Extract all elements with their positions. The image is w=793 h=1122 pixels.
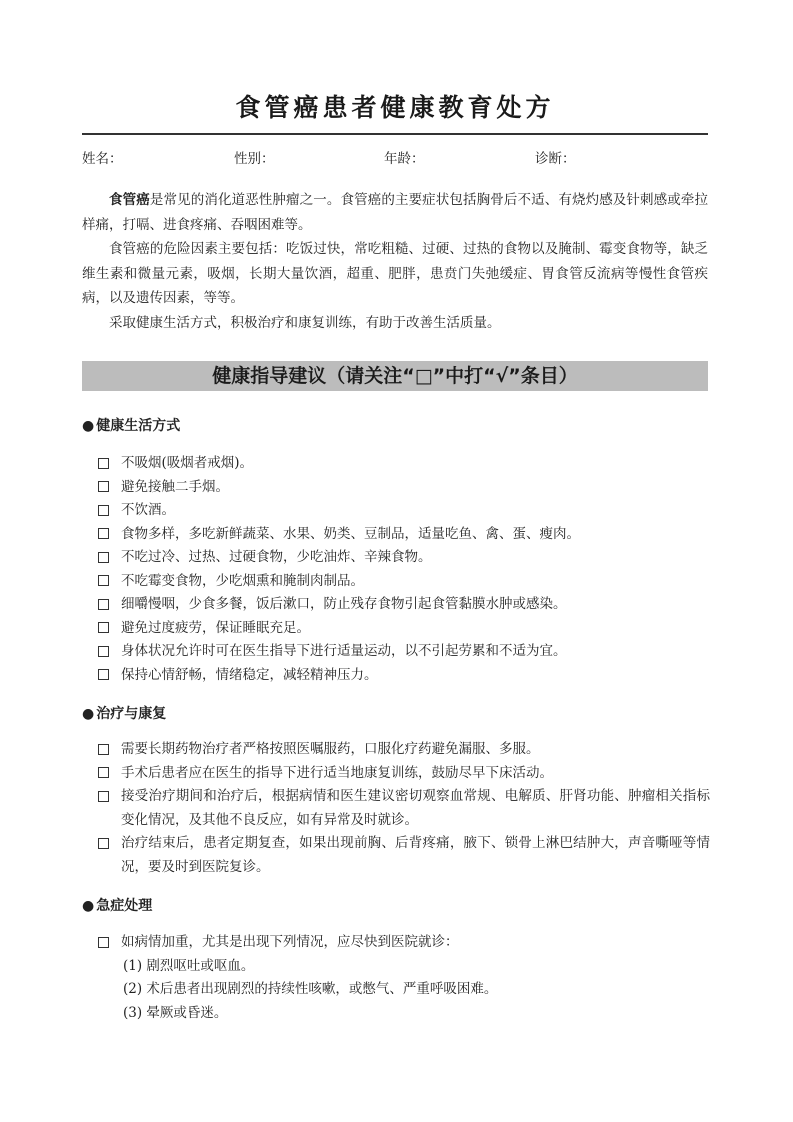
treatment-list (98, 738, 710, 879)
emergency-subitem: (2) 术后患者出现剧烈的持续性咳嗽，或憋气、严重呼吸困难。 (123, 981, 498, 997)
intro-paragraph-2: 食管癌的危险因素主要包括：吃饭过快，常吃粗糙、过硬、过热的食物以及腌制、霉变食物等，缺乏维生素和微量元素，吸烟，长期大量饮酒，超重、肥胖，患贲门失弛缓症、胃食管反流病等慢性食管疾病，以及遗传因素，等等。 (82, 241, 708, 306)
list-item (98, 832, 710, 879)
checkbox[interactable] (98, 937, 109, 948)
list-item (98, 931, 710, 955)
checkbox[interactable] (98, 481, 109, 492)
checkbox[interactable] (98, 505, 109, 516)
item-text: 不吃霉变食物，少吃烟熏和腌制肉制品。 (121, 572, 364, 589)
checkbox[interactable] (98, 744, 109, 755)
list-item (98, 570, 710, 594)
section-heading-text: 治疗与康复 (96, 706, 167, 722)
list-item (98, 738, 710, 762)
checkbox[interactable] (98, 458, 109, 469)
list-item (98, 593, 710, 617)
item-text: 不吸烟(吸烟者戒烟)。 (121, 455, 254, 471)
bullet-icon: ● (82, 898, 95, 914)
list-item (98, 617, 710, 641)
item-text: 不饮酒。 (121, 502, 175, 518)
intro-p1-text: 是常见的消化道恶性肿瘤之一。食管癌的主要症状包括胸骨后不适、有烧灼感及针刺感或牵拉样痛，打嗝、进食疼痛、吞咽困难等。 (82, 192, 709, 233)
checkbox[interactable] (98, 646, 109, 657)
list-item (98, 664, 710, 688)
checkbox[interactable] (98, 767, 109, 778)
intro-text (82, 188, 708, 335)
name-label: 姓名： (82, 151, 123, 167)
list-item (98, 499, 710, 523)
list-item (98, 452, 710, 476)
item-text: 食物多样，多吃新鲜蔬菜、水果、奶类、豆制品，适量吃鱼、禽、蛋、瘦肉。 (121, 525, 580, 542)
checkbox[interactable] (98, 791, 109, 802)
item-text: 接受治疗期间和治疗后，根据病情和医生建议密切观察血常规、电解质、肝肾功能、肿瘤相关指标变化情况，及其他不良反应，如有异常及时就诊。 (121, 788, 710, 828)
checkbox[interactable] (98, 552, 109, 563)
item-text: 避免过度疲劳，保证睡眠充足。 (121, 619, 310, 636)
item-text: 需要长期药物治疗者严格按照医嘱服药，口服化疗药避免漏服、多服。 (121, 741, 540, 757)
diagnosis-label: 诊断： (535, 151, 576, 167)
gender-label: 性别： (234, 151, 275, 167)
item-text: 治疗结束后，患者定期复查，如果出现前胸、后背疼痛，腋下、锁骨上淋巴结肿大，声音嘶哑等情况，要及时到医院复诊。 (121, 835, 710, 875)
item-text: 手术后患者应在医生的指导下进行适当地康复训练，鼓励尽早下床活动。 (121, 764, 553, 781)
section-heading-text: 健康生活方式 (96, 418, 181, 434)
section-heading-text: 急症处理 (96, 898, 153, 914)
intro-paragraph-3: 采取健康生活方式，积极治疗和康复训练，有助于改善生活质量。 (109, 314, 501, 331)
list-item (98, 523, 710, 547)
checkbox[interactable] (98, 838, 109, 849)
emergency-subitem: (3) 晕厥或昏迷。 (123, 1004, 228, 1021)
bullet-icon: ● (82, 418, 95, 434)
item-text: 避免接触二手烟。 (121, 478, 229, 495)
age-label: 年龄： (384, 151, 425, 167)
section-heading-treatment (82, 704, 166, 724)
item-text: 细嚼慢咽，少食多餐，饭后漱口，防止残存食物引起食管黏膜水肿或感染。 (121, 596, 567, 612)
list-item (98, 762, 710, 786)
lifestyle-list (98, 452, 710, 687)
item-text: 不吃过冷、过热、过硬食物，少吃油炸、辛辣食物。 (121, 549, 432, 565)
page-title: 食管癌患者健康教育处方 (235, 93, 555, 122)
guidance-header-band: 健康指导建议（请关注“□”中打“√”条目） (82, 361, 708, 391)
item-text: 如病情加重，尤其是出现下列情况，应尽快到医院就诊： (121, 934, 459, 950)
item-text: 保持心情舒畅，情绪稳定，减轻精神压力。 (121, 666, 378, 683)
intro-paragraph-1 (82, 188, 708, 237)
section-heading-emergency (82, 896, 152, 916)
list-item (98, 476, 710, 500)
section-heading-lifestyle (82, 416, 180, 436)
list-item (98, 785, 710, 832)
disease-name: 食管癌 (109, 192, 150, 208)
bullet-icon: ● (82, 706, 95, 722)
list-item (98, 640, 710, 664)
emergency-subitem: (1) 剧烈呕吐或呕血。 (123, 957, 255, 974)
list-item (98, 546, 710, 570)
patient-info-row (82, 149, 708, 169)
checkbox[interactable] (98, 622, 109, 633)
checkbox[interactable] (98, 575, 109, 586)
item-text: 身体状况允许时可在医生指导下进行适量运动，以不引起劳累和不适为宜。 (121, 643, 567, 659)
checkbox[interactable] (98, 599, 109, 610)
emergency-list (98, 931, 710, 1025)
title-divider (82, 133, 708, 135)
checkbox[interactable] (98, 528, 109, 539)
checkbox[interactable] (98, 669, 109, 680)
